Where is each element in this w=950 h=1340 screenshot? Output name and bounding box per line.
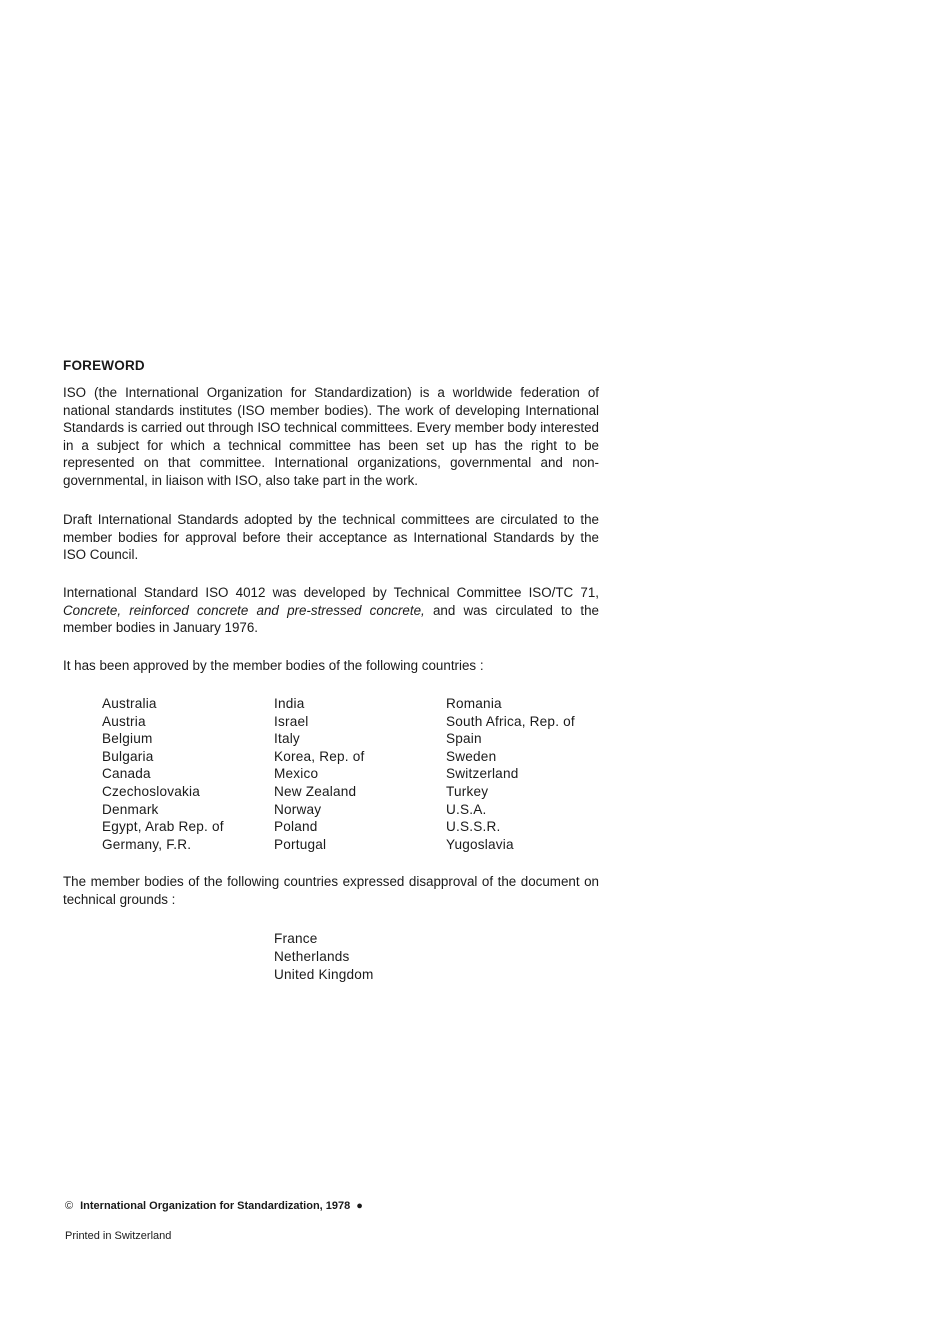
country-item: Egypt, Arab Rep. of <box>102 819 224 835</box>
approving-countries-column-2 <box>274 695 364 853</box>
country-item: Denmark <box>102 801 159 817</box>
foreword-paragraph-draft-standards: Draft International Standards adopted by the technical committees are circulated to the member bodies for approval before their acceptance as International Standards by the ISO Council. <box>63 512 599 563</box>
country-item: Germany, F.R. <box>102 836 192 852</box>
country-item: Italy <box>274 731 300 747</box>
country-item: Turkey <box>446 783 489 799</box>
country-item: India <box>274 696 305 711</box>
country-item: Sweden <box>446 748 497 764</box>
country-item: Mexico <box>274 766 319 782</box>
country-item: South Africa, Rep. of <box>446 713 575 729</box>
country-item: Bulgaria <box>102 748 154 764</box>
copyright-text: International Organization for Standardization, 1978 <box>80 1200 351 1212</box>
country-item: Netherlands <box>274 948 350 964</box>
country-item: Norway <box>274 801 322 817</box>
development-text-end: and was circulated to the member bodies in January 1976. <box>63 602 599 636</box>
foreword-paragraph-development <box>63 584 599 637</box>
country-item: New Zealand <box>274 783 357 799</box>
country-item: Portugal <box>274 836 327 852</box>
country-item: United Kingdom <box>274 966 374 982</box>
country-item: Israel <box>274 713 309 729</box>
country-item: Yugoslavia <box>446 836 514 852</box>
development-text-start: International Standard ISO 4012 was developed by Technical Committee ISO/TC 71, <box>63 585 599 600</box>
printed-in-note: Printed in Switzerland <box>65 1230 172 1242</box>
disapproving-countries-list <box>274 930 374 983</box>
foreword-heading: FOREWORD <box>63 358 145 373</box>
country-item: France <box>274 931 318 946</box>
country-item: Romania <box>446 696 502 711</box>
country-item: U.S.S.R. <box>446 819 501 835</box>
country-item: Poland <box>274 819 318 835</box>
country-item: Switzerland <box>446 766 519 782</box>
foreword-paragraph-approval: It has been approved by the member bodies of the following countries : <box>63 658 484 673</box>
foreword-paragraph-disapproval: The member bodies of the following countries expressed disapproval of the document on technical grounds : <box>63 874 599 907</box>
foreword-paragraph-iso-intro: ISO (the International Organization for Standardization) is a worldwide federation of national standards institutes (ISO member bodies). The work of developing International Standards is carried out through ISO technical committees. Every member body interested in a subject for which a technical committee has been set up has the right to be represented on that committee. International organizations, governmental and non-governmental, in liaison with ISO, also take part in the work. <box>63 385 599 488</box>
country-item: Australia <box>102 696 157 711</box>
country-item: Korea, Rep. of <box>274 748 365 764</box>
country-item: U.S.A. <box>446 801 487 817</box>
country-item: Spain <box>446 731 482 747</box>
copyright-notice <box>65 1200 363 1212</box>
committee-title: Concrete, reinforced concrete and pre-stressed concrete, <box>63 602 425 618</box>
country-item: Belgium <box>102 731 153 747</box>
country-item: Canada <box>102 766 151 782</box>
bullet-icon: ● <box>356 1200 363 1212</box>
approving-countries-column-3 <box>446 695 575 853</box>
country-item: Austria <box>102 713 146 729</box>
approving-countries-column-1 <box>102 695 224 853</box>
copyright-symbol: © <box>65 1200 74 1212</box>
country-item: Czechoslovakia <box>102 783 201 799</box>
